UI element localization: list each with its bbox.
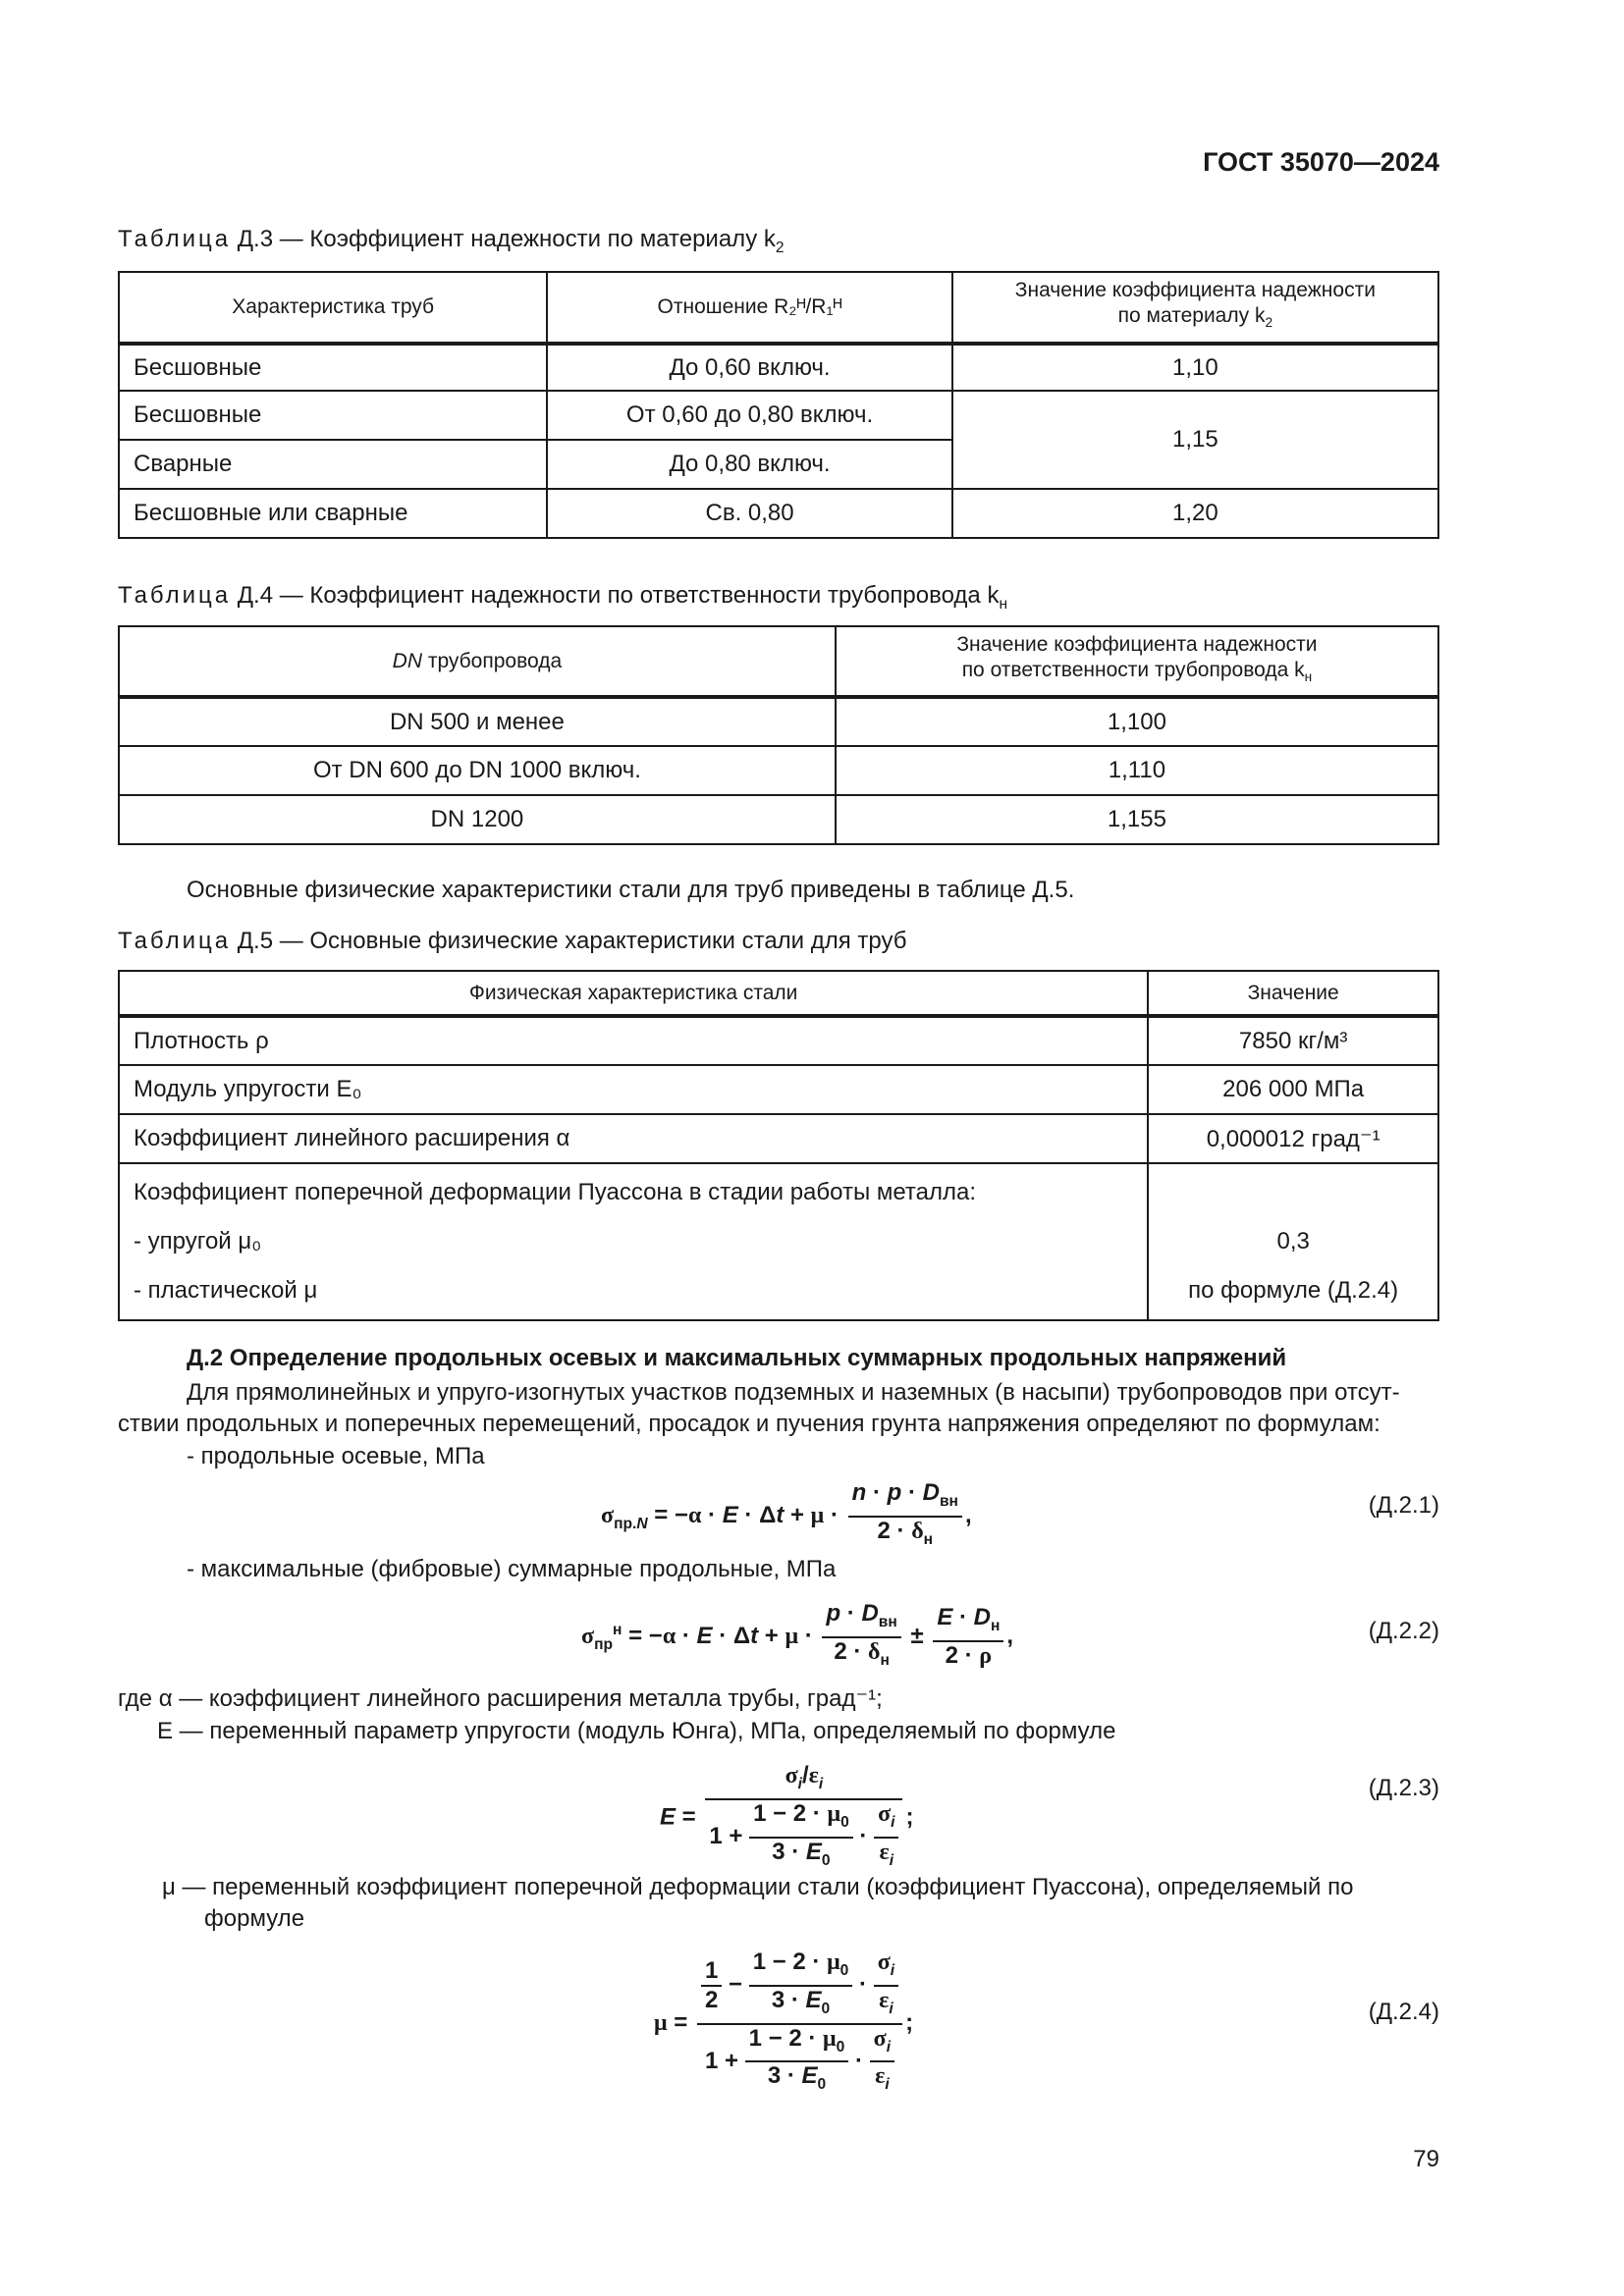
table-row (119, 1016, 1438, 1065)
table-header-cell: Характеристика труб (119, 272, 547, 344)
caption-sub: н (999, 595, 1008, 613)
header-sub: 2 (1265, 315, 1273, 331)
caption-text: Д.4 — Коэффициент надежности по ответственности трубопровода k (237, 582, 1000, 609)
table-cell: До 0,80 включ. (547, 440, 951, 489)
header-line: Значение коэффициента надежности (956, 632, 1318, 656)
formula-d2-4: μ = $\frac{1}{2}$ − $\frac{1 - 2 \cdot \mu_0}{3 \cdot E_0}$ · $\frac{\sigma_i}{\varepsilon_i}$ 1 + $\frac{1 - 2 \cdot \mu_0}{3 \cdot E_0}$ · $\frac{\sigma_i}{\varepsilon_i}$ ; (654, 1949, 914, 2094)
header-italic: DN (392, 649, 423, 672)
table-row (119, 391, 1438, 440)
header-sub: н (1304, 669, 1313, 685)
table-cell: До 0,60 включ. (547, 344, 951, 391)
table-cell: 1,110 (836, 746, 1438, 795)
table-row (119, 795, 1438, 844)
section-heading: Д.2 Определение продольных осевых и максимальных суммарных продольных напряжений (187, 1345, 1287, 1371)
table-cell: Бесшовные или сварные (119, 489, 547, 538)
table-cell: Модуль упругости E₀ (119, 1065, 1148, 1114)
table-d4-caption (118, 582, 1007, 614)
table-cell: 7850 кг/м³ (1148, 1016, 1438, 1065)
table-cell: Св. 0,80 (547, 489, 951, 538)
table-header-cell: Значение (1148, 971, 1438, 1016)
formula-d2-1: $\sigma_{пр.N} = -\alpha \cdot E \cdot \Delta t + \mu$ · $n \cdot p \cdot D_{вн}$ $2 \cdot \delta_н$ , (601, 1479, 972, 1548)
table-d3-caption (118, 226, 785, 257)
caption-text: Д.5 — Основные физические характеристики стали для труб (237, 928, 907, 954)
table-header-cell: Отношение R₂ᴴ/R₁ᴴ (547, 272, 951, 344)
table-d5 (118, 970, 1439, 1321)
table-cell: Бесшовные (119, 391, 547, 440)
table-cell: От DN 600 до DN 1000 включ. (119, 746, 836, 795)
table-cell: 1,20 (952, 489, 1438, 538)
table-row (119, 344, 1438, 391)
table-cell: 1,100 (836, 697, 1438, 746)
table-cell (119, 1163, 1148, 1320)
table-cell: 206 000 МПа (1148, 1065, 1438, 1114)
where-mu-line: μ — переменный коэффициент поперечной деформации стали (коэффициент Пуассона), определяемый по (162, 1874, 1354, 1900)
table-header-cell (836, 626, 1438, 697)
table-header-cell: Физическая характеристика стали (119, 971, 1148, 1016)
table-row (119, 746, 1438, 795)
caption-word: Таблица (118, 226, 232, 252)
table-cell: Сварные (119, 440, 547, 489)
table-cell: 1,10 (952, 344, 1438, 391)
header-line: Значение коэффициента надежности (1014, 279, 1376, 302)
section-paragraph-line: Для прямолинейных и упруго-изогнутых участков подземных и наземных (в насыпи) трубопроводов при отсут- (187, 1379, 1400, 1406)
formula-d2-3: E = $\sigma_i/\varepsilon_i$ 1 + $\frac{1 - 2 \cdot \mu_0}{3 \cdot E_0}$ · $\frac{\sigma_i}{\varepsilon_i}$ ; (660, 1762, 914, 1869)
table-header-cell (119, 626, 836, 697)
table-cell (1148, 1163, 1438, 1320)
cell-line: 0,3 (1276, 1228, 1310, 1255)
table-cell: 1,155 (836, 795, 1438, 844)
bullet-item: - максимальные (фибровые) суммарные продольные, МПа (187, 1556, 837, 1582)
where-alpha: где α — коэффициент линейного расширения металла трубы, град⁻¹; (118, 1685, 883, 1712)
table-row (119, 1114, 1438, 1163)
cell-line: - пластической μ (134, 1277, 318, 1304)
formula-d2-2: $\sigma_{пр}^н = -\alpha \cdot E \cdot \Delta t + \mu$ · $p \cdot D_{вн}$ $2 \cdot \delta_н$ ± $E \cdot D_н$ 2 · ρ , (581, 1600, 1014, 1670)
formula-number: (Д.2.3) (1368, 1775, 1439, 1801)
bullet-item: - продольные осевые, МПа (187, 1443, 485, 1469)
page-number: 79 (1413, 2146, 1439, 2172)
table-cell: DN 1200 (119, 795, 836, 844)
formula-number: (Д.2.1) (1368, 1492, 1439, 1519)
where-mu-line: формуле (204, 1905, 305, 1932)
section-paragraph-line: ствии продольных и поперечных перемещений, просадок и пучения грунта напряжения определяют по формулам: (118, 1411, 1380, 1437)
formula-number: (Д.2.4) (1368, 1999, 1439, 2025)
cell-line: Коэффициент поперечной деформации Пуассона в стадии работы металла: (134, 1179, 977, 1205)
table-cell: DN 500 и менее (119, 697, 836, 746)
table-cell: 1,15 (952, 391, 1438, 489)
cell-line: - упругой μ₀ (134, 1228, 262, 1255)
table-cell: От 0,60 до 0,80 включ. (547, 391, 951, 440)
table-row (119, 1065, 1438, 1114)
where-E: E — переменный параметр упругости (модуль Юнга), МПа, определяемый по формуле (157, 1718, 1116, 1744)
caption-text: Д.3 — Коэффициент надежности по материалу k (237, 226, 776, 252)
table-cell: Бесшовные (119, 344, 547, 391)
table-d5-caption (118, 928, 907, 955)
document-header: ГОСТ 35070—2024 (1203, 147, 1439, 177)
caption-word: Таблица (118, 928, 232, 954)
header-line: по ответственности трубопровода k (961, 658, 1305, 681)
header-text: трубопровода (422, 649, 563, 672)
header-line: по материалу k (1117, 304, 1266, 328)
formula-number: (Д.2.2) (1368, 1618, 1439, 1644)
table-row (119, 489, 1438, 538)
table-row (119, 697, 1438, 746)
cell-line (1163, 1168, 1424, 1217)
table-d4 (118, 625, 1439, 845)
table-header-cell (952, 272, 1438, 344)
table-d3 (118, 271, 1439, 539)
intro-paragraph: Основные физические характеристики стали для труб приведены в таблице Д.5. (187, 877, 1075, 903)
table-cell: Плотность ρ (119, 1016, 1148, 1065)
caption-word: Таблица (118, 582, 232, 609)
table-cell: 0,000012 град⁻¹ (1148, 1114, 1438, 1163)
table-cell: Коэффициент линейного расширения α (119, 1114, 1148, 1163)
table-row (119, 1163, 1438, 1320)
caption-sub: 2 (775, 239, 785, 256)
cell-line: по формуле (Д.2.4) (1188, 1277, 1399, 1304)
